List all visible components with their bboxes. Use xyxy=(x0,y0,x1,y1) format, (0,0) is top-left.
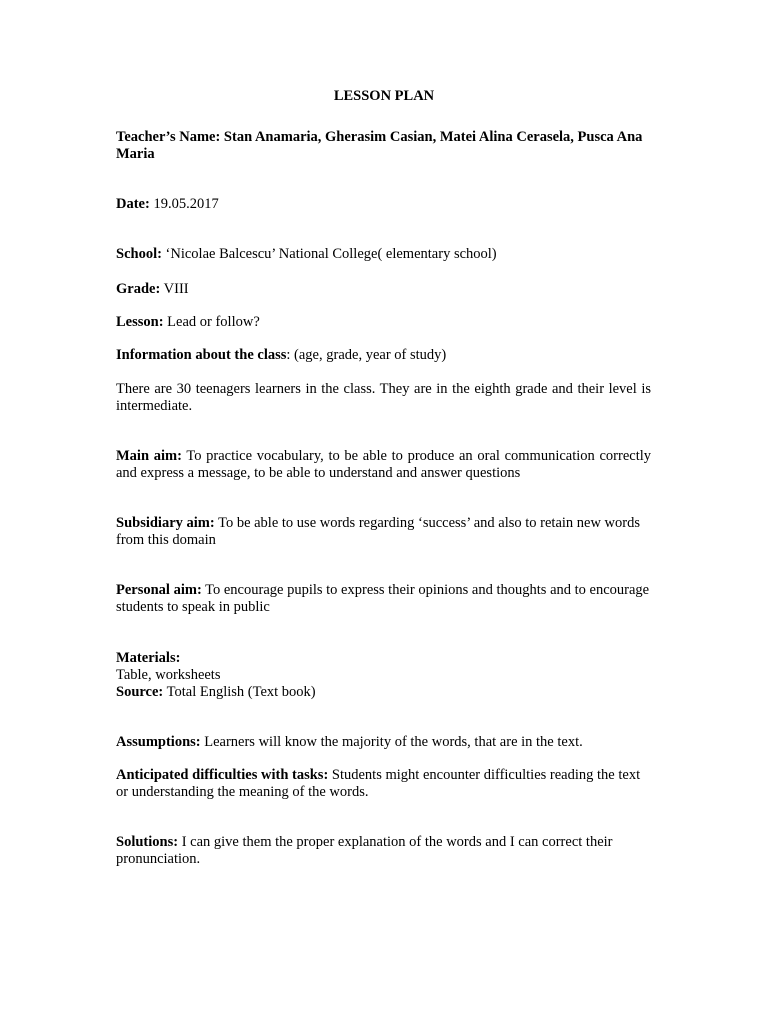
solutions-section xyxy=(116,834,651,868)
class-description: There are 30 teenagers learners in the class. They are in the eighth grade and their level is intermediate. xyxy=(116,381,651,414)
solutions-label: Solutions: xyxy=(116,834,179,850)
grade-label: Grade: xyxy=(116,281,161,297)
materials-section xyxy=(116,650,651,701)
source-label: Source: xyxy=(116,684,164,700)
main-aim-value: To practice vocabulary, to be able to produce an oral communication correctly and express a message, to be able to understand and answer questions xyxy=(116,448,651,481)
main-aim-label: Main aim: xyxy=(116,448,182,464)
school-label: School: xyxy=(116,246,162,262)
class-info-value: : (age, grade, year of study) xyxy=(286,347,447,363)
class-info-label: Information about the class xyxy=(116,347,287,363)
lesson-label: Lesson: xyxy=(116,314,164,330)
date-value: 19.05.2017 xyxy=(153,196,219,212)
personal-aim-label: Personal aim: xyxy=(116,582,202,598)
assumptions-value: Learners will know the majority of the words, that are in the text. xyxy=(204,734,583,750)
subsidiary-aim-label: Subsidiary aim: xyxy=(116,515,215,531)
teacher-label: Teacher’s Name: xyxy=(116,129,221,145)
materials-value: Table, worksheets xyxy=(116,667,221,683)
assumptions-section xyxy=(116,734,651,751)
materials-label: Materials: xyxy=(116,650,181,666)
subsidiary-aim-value: To be able to use words regarding ‘success’ and also to retain new words from this domain xyxy=(116,515,641,548)
grade-value: VIII xyxy=(163,281,189,297)
teacher-section xyxy=(116,129,651,163)
lesson-value: Lead or follow? xyxy=(167,314,260,330)
date-section xyxy=(116,196,651,213)
teacher-value: Stan Anamaria, Gherasim Casian, Matei Alina Cerasela, Pusca Ana Maria xyxy=(116,129,643,162)
source-value: Total English (Text book) xyxy=(166,684,316,700)
subsidiary-aim-section xyxy=(116,515,651,549)
solutions-value: I can give them the proper explanation of the words and I can correct their pronunciation. xyxy=(116,834,613,867)
page-title: LESSON PLAN xyxy=(333,88,435,104)
assumptions-label: Assumptions: xyxy=(116,734,201,750)
school-value: ‘Nicolae Balcescu’ National College( elementary school) xyxy=(165,246,497,262)
difficulties-value: Students might encounter difficulties reading the text or understanding the meaning of the words. xyxy=(116,767,641,800)
main-aim-section xyxy=(116,448,651,482)
class-info-section xyxy=(116,347,651,364)
school-section xyxy=(116,246,651,263)
date-label: Date: xyxy=(116,196,150,212)
difficulties-label: Anticipated difficulties with tasks: xyxy=(116,767,329,783)
difficulties-section xyxy=(116,767,651,801)
lesson-section xyxy=(116,314,651,331)
personal-aim-value: To encourage pupils to express their opinions and thoughts and to encourage students to speak in public xyxy=(116,582,650,615)
personal-aim-section xyxy=(116,582,651,616)
grade-section xyxy=(116,281,651,298)
